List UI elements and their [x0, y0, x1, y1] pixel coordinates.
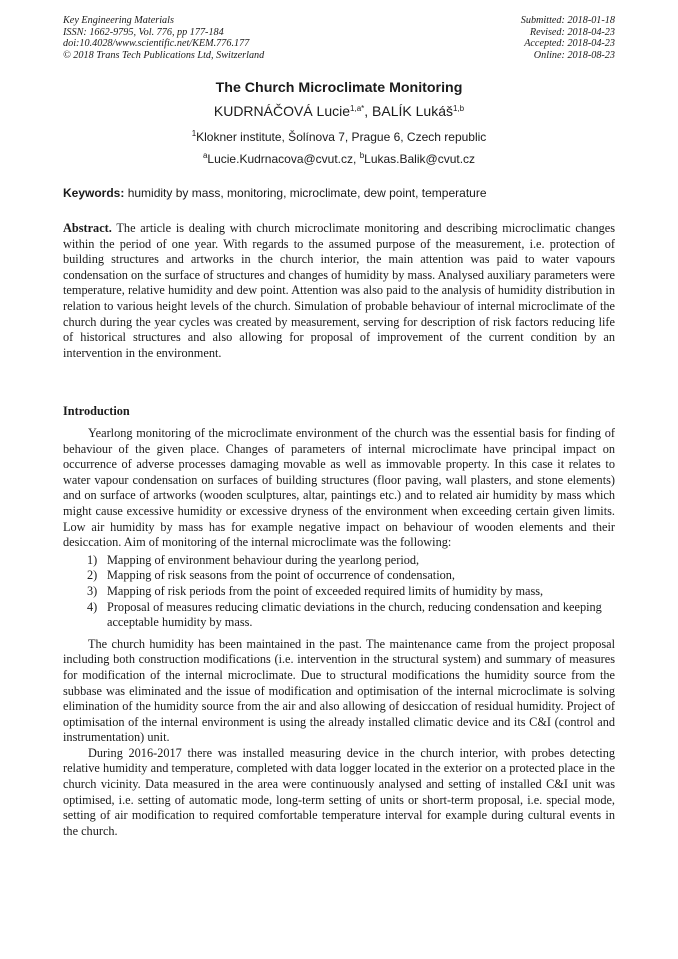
journal-info: [63, 15, 264, 61]
email-a-marker: a: [202, 151, 208, 160]
journal-doi[interactable]: doi:10.4028/www.scientific.net/KEM.776.177: [63, 38, 250, 50]
list-item: [87, 600, 615, 631]
introduction-section: [63, 426, 615, 839]
intro-paragraph-2: The church humidity has been maintained in the past. The maintenance came from the project proposal including both construction modifications (i.e. intervention in the structural system) and summary of measures for modification of the internal microclimate. Due to structural modifications the humidity source from the subbase was eliminated and the issue of modification and optimisation of the internal microclimate is solving elimination of the humidity source from the air and also allowing of desiccation of residual humidity. Project of optimisation of the internal environment is using the already installed climatic device and its C&I (control and instrumentation) unit.: [63, 636, 615, 745]
list-number: 4): [87, 599, 98, 614]
affiliation-marker: 1: [191, 129, 197, 138]
email-b[interactable]: Lukas.Balik@cvut.cz: [364, 152, 476, 166]
journal-name: Key Engineering Materials: [63, 15, 174, 26]
list-item: [87, 584, 615, 600]
author-2: BALÍK Lukáš: [372, 103, 453, 119]
list-number: 2): [87, 568, 98, 583]
author-1: KUDRNÁČOVÁ Lucie: [213, 103, 351, 119]
section-heading-introduction: Introduction: [63, 404, 130, 418]
list-text: Mapping of environment behaviour during the yearlong period,: [107, 552, 420, 567]
author-emails: [0, 152, 678, 166]
intro-paragraph-1: Yearlong monitoring of the microclimate environment of the church was the essential basis for finding of behaviour of the given place. Changes of parameters of internal microclimate have principal impact on occurrence of adverse processes damaging movable as well as immovable property. In this case it relates to water vapour condensation on surfaces of building structures (floor paving, wall plasters, and stone elements) and on surface of artworks (wooden sculptures, altar, paintings etc.) and to related air humidity by mass which might cause excessive humidity or excessive dryness of the environment when exceeding certain given limits. Low air humidity by mass has for example negative impact on behaviour of wooden elements and their desiccation. Aim of monitoring of the internal microclimate was the following:: [63, 426, 615, 550]
email-a[interactable]: Lucie.Kudrnacova@cvut.cz: [207, 152, 354, 166]
intro-paragraph-3: During 2016-2017 there was installed measuring device in the church interior, with probes detecting relative humidity and temperature, completed with data logger located in the exterior on a protected place in the church vicinity. Data measured in the area were continuously analysed and setting of installed C&I unit was optimised, i.e. setting of automatic mode, long-term setting of units or short-term proposal, i.e. special mode, setting of air modification to required comfortable temperature interval for example during cultural events in the church.: [63, 745, 615, 838]
keywords: [63, 186, 615, 200]
email-b-marker: b: [359, 151, 365, 160]
date-accepted: Accepted: 2018-04-23: [524, 38, 615, 50]
list-number: 1): [87, 552, 98, 567]
list-text: Mapping of risk seasons from the point of occurrence of condensation,: [107, 568, 455, 583]
list-number: 3): [87, 583, 98, 598]
affiliation: [0, 130, 678, 144]
date-submitted: Submitted: 2018-01-18: [520, 15, 615, 26]
list-item: [87, 553, 615, 569]
date-revised: Revised: 2018-04-23: [529, 26, 615, 38]
author-2-affil: 1,b: [452, 104, 465, 113]
email-separator: ,: [353, 152, 360, 166]
author-1-affil: 1,a*: [350, 104, 365, 113]
paper-title: The Church Microclimate Monitoring: [215, 80, 463, 96]
abstract: [63, 221, 615, 361]
list-text: Mapping of risk periods from the point of exceeded required limits of humidity by mass,: [107, 583, 544, 598]
keywords-text: humidity by mass, monitoring, microclimate, dew point, temperature: [124, 186, 487, 200]
list-text: Proposal of measures reducing climatic deviations in the church, reducing condensation and keeping acceptable humidity by mass.: [107, 599, 602, 630]
date-online: Online: 2018-08-23: [533, 49, 615, 61]
keywords-label: Keywords:: [63, 186, 125, 200]
affiliation-text: Klokner institute, Šolínova 7, Prague 6, Czech republic: [196, 130, 487, 144]
journal-issn: ISSN: 1662-9795, Vol. 776, pp 177-184: [63, 26, 224, 38]
journal-copyright: © 2018 Trans Tech Publications Ltd, Switzerland: [63, 49, 265, 61]
abstract-text: The article is dealing with church microclimate monitoring and describing microclimatic changes within the period of one year. With regards to the assumed purpose of the measurement, i.e. protection of building structures and artworks in the church interior, the main attention was paid to water vapours condensation on the surface of structures and changes of humidity by mass. Analysed auxiliary parameters were temperature, relative humidity and dew point. Attention was also paid to the analysis of humidity distribution in relation to various height levels of the church. Simulation of probable behaviour of internal microclimate of the church during the year cycles was created by measurement, serving for description of risk factors reducing life of historical structures and also allowing for proposal of improvement of the current condition by an intervention in the environment.: [63, 221, 615, 360]
publication-dates: [521, 15, 615, 61]
author-separator: ,: [364, 103, 373, 119]
list-item: [87, 568, 615, 584]
abstract-label: Abstract.: [63, 221, 112, 235]
author-line: [0, 103, 678, 119]
aims-list: [63, 553, 615, 631]
